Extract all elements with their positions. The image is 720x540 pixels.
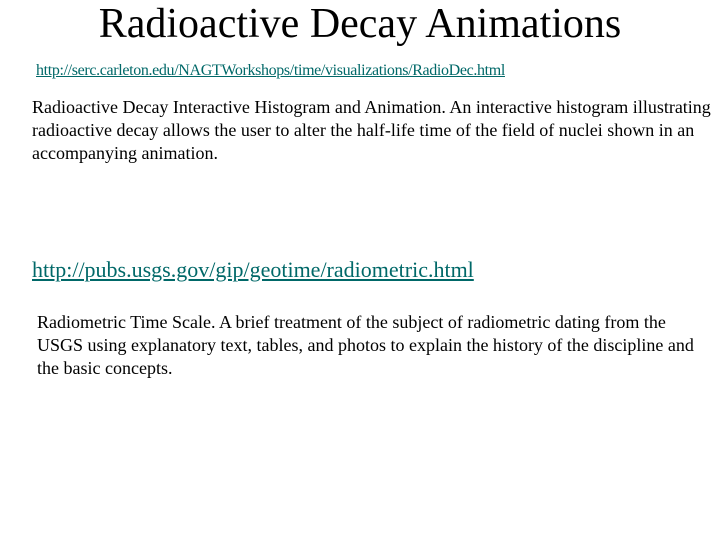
slide-title: Radioactive Decay Animations: [98, 1, 622, 47]
resource-description-radiometric: Radiometric Time Scale. A brief treatment of the subject of radiometric dating from the USGS using explanatory text, tables, and photos to explain the history of the discipline and the basic concepts.: [37, 312, 694, 378]
resource-link-radiometric[interactable]: http://pubs.usgs.gov/gip/geotime/radiometric.html: [32, 257, 474, 282]
resource-description-radioactive-decay: Radioactive Decay Interactive Histogram and Animation. An interactive histogram illustrating radioactive decay allows the user to alter the half-life time of the field of nuclei shown in an accompanying animation.: [32, 97, 711, 163]
resource-link-radioactive-decay[interactable]: http://serc.carleton.edu/NAGTWorkshops/time/visualizations/RadioDec.html: [36, 62, 505, 79]
